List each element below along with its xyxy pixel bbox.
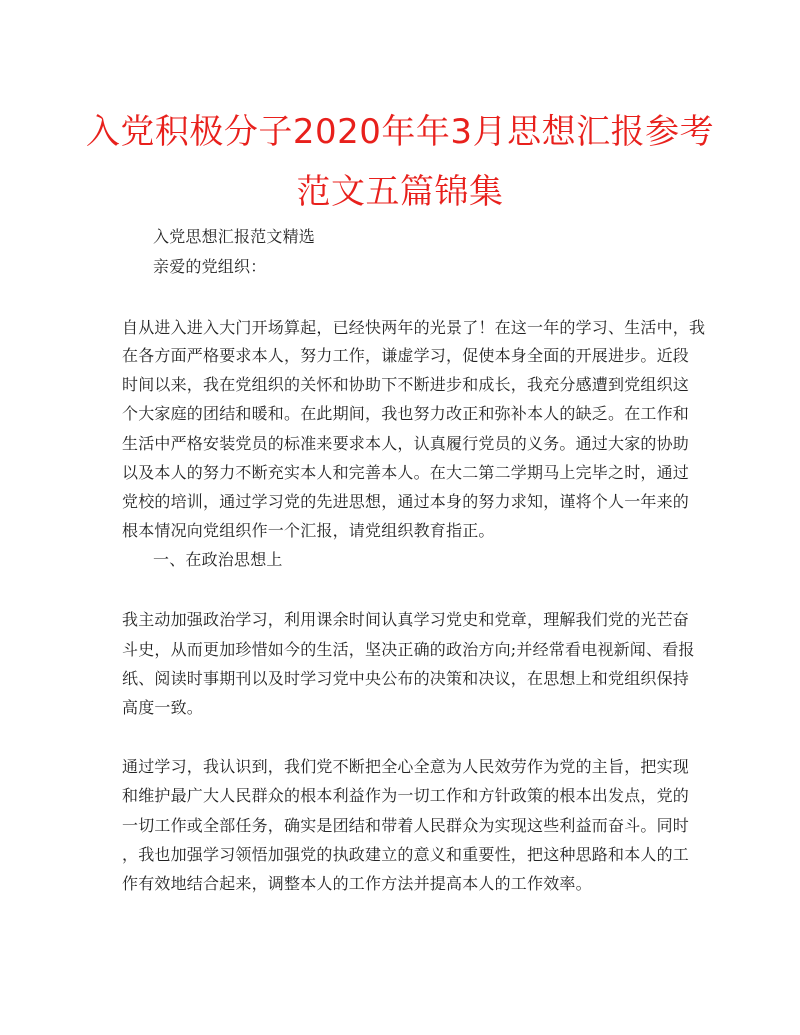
paragraph-1-line: 个大家庭的团结和暖和。在此期间，我也努力改正和弥补本人的缺乏。在工作和 bbox=[122, 404, 690, 423]
paragraph-3-line: 作有效地结合起来，调整本人的工作方法并提高本人的工作效率。 bbox=[122, 874, 592, 893]
paragraph-2-line: 纸、阅读时事期刊以及时学习党中央公布的决策和决议，在思想上和党组织保持 bbox=[122, 669, 690, 688]
paragraph-1-line: 以及本人的努力不断充实本人和完善本人。在大二第二学期马上完毕之时，通过 bbox=[122, 463, 690, 482]
section-heading-political: 一、在政治思想上 bbox=[153, 550, 283, 569]
document-title-line-2: 范文五篇锦集 bbox=[296, 172, 504, 212]
paragraph-3-line: ，我也加强学习领悟加强党的执政建立的意义和重要性，把这种思路和本人的工 bbox=[122, 845, 690, 864]
salutation: 亲爱的党组织： bbox=[153, 257, 267, 276]
paragraph-3-line: 通过学习，我认识到，我们党不断把全心全意为人民效劳作为党的主旨，把实现 bbox=[122, 757, 690, 776]
paragraph-1-line: 生活中严格安装党员的标准来要求本人，认真履行党员的义务。通过大家的协助 bbox=[122, 434, 690, 453]
paragraph-3-line: 一切工作或全部任务，确实是团结和带着人民群众为实现这些利益而奋斗。同时 bbox=[122, 816, 690, 835]
paragraph-1-line: 在各方面严格要求本人，努力工作，谦虚学习，促使本身全面的开展进步。近段 bbox=[122, 346, 690, 365]
paragraph-2-line: 高度一致。 bbox=[122, 698, 204, 717]
paragraph-1-line: 时间以来，我在党组织的关怀和协助下不断进步和成长，我充分感遭到党组织这 bbox=[122, 375, 690, 394]
subtitle: 入党思想汇报范文精选 bbox=[153, 227, 316, 246]
paragraph-2-line: 我主动加强政治学习，利用课余时间认真学习党史和党章，理解我们党的光芒奋 bbox=[122, 610, 690, 629]
paragraph-2-line: 斗史，从而更加珍惜如今的生活，坚决正确的政治方向;并经常看电视新闻、看报 bbox=[122, 640, 695, 659]
paragraph-1-line: 自从进入进入大门开场算起，已经快两年的光景了！在这一年的学习、生活中，我 bbox=[122, 318, 706, 337]
paragraph-1-line: 根本情况向党组织作一个汇报，请党组织教育指正。 bbox=[122, 521, 495, 540]
paragraph-1-line: 党校的培训，通过学习党的先进思想，通过本身的努力求知，谨将个人一年来的 bbox=[122, 492, 690, 511]
paragraph-3-line: 和维护最广大人民群众的根本利益作为一切工作和方针政策的根本出发点，党的 bbox=[122, 786, 690, 805]
document-title-line-1: 入党积极分子2020年年3月思想汇报参考 bbox=[85, 112, 715, 152]
